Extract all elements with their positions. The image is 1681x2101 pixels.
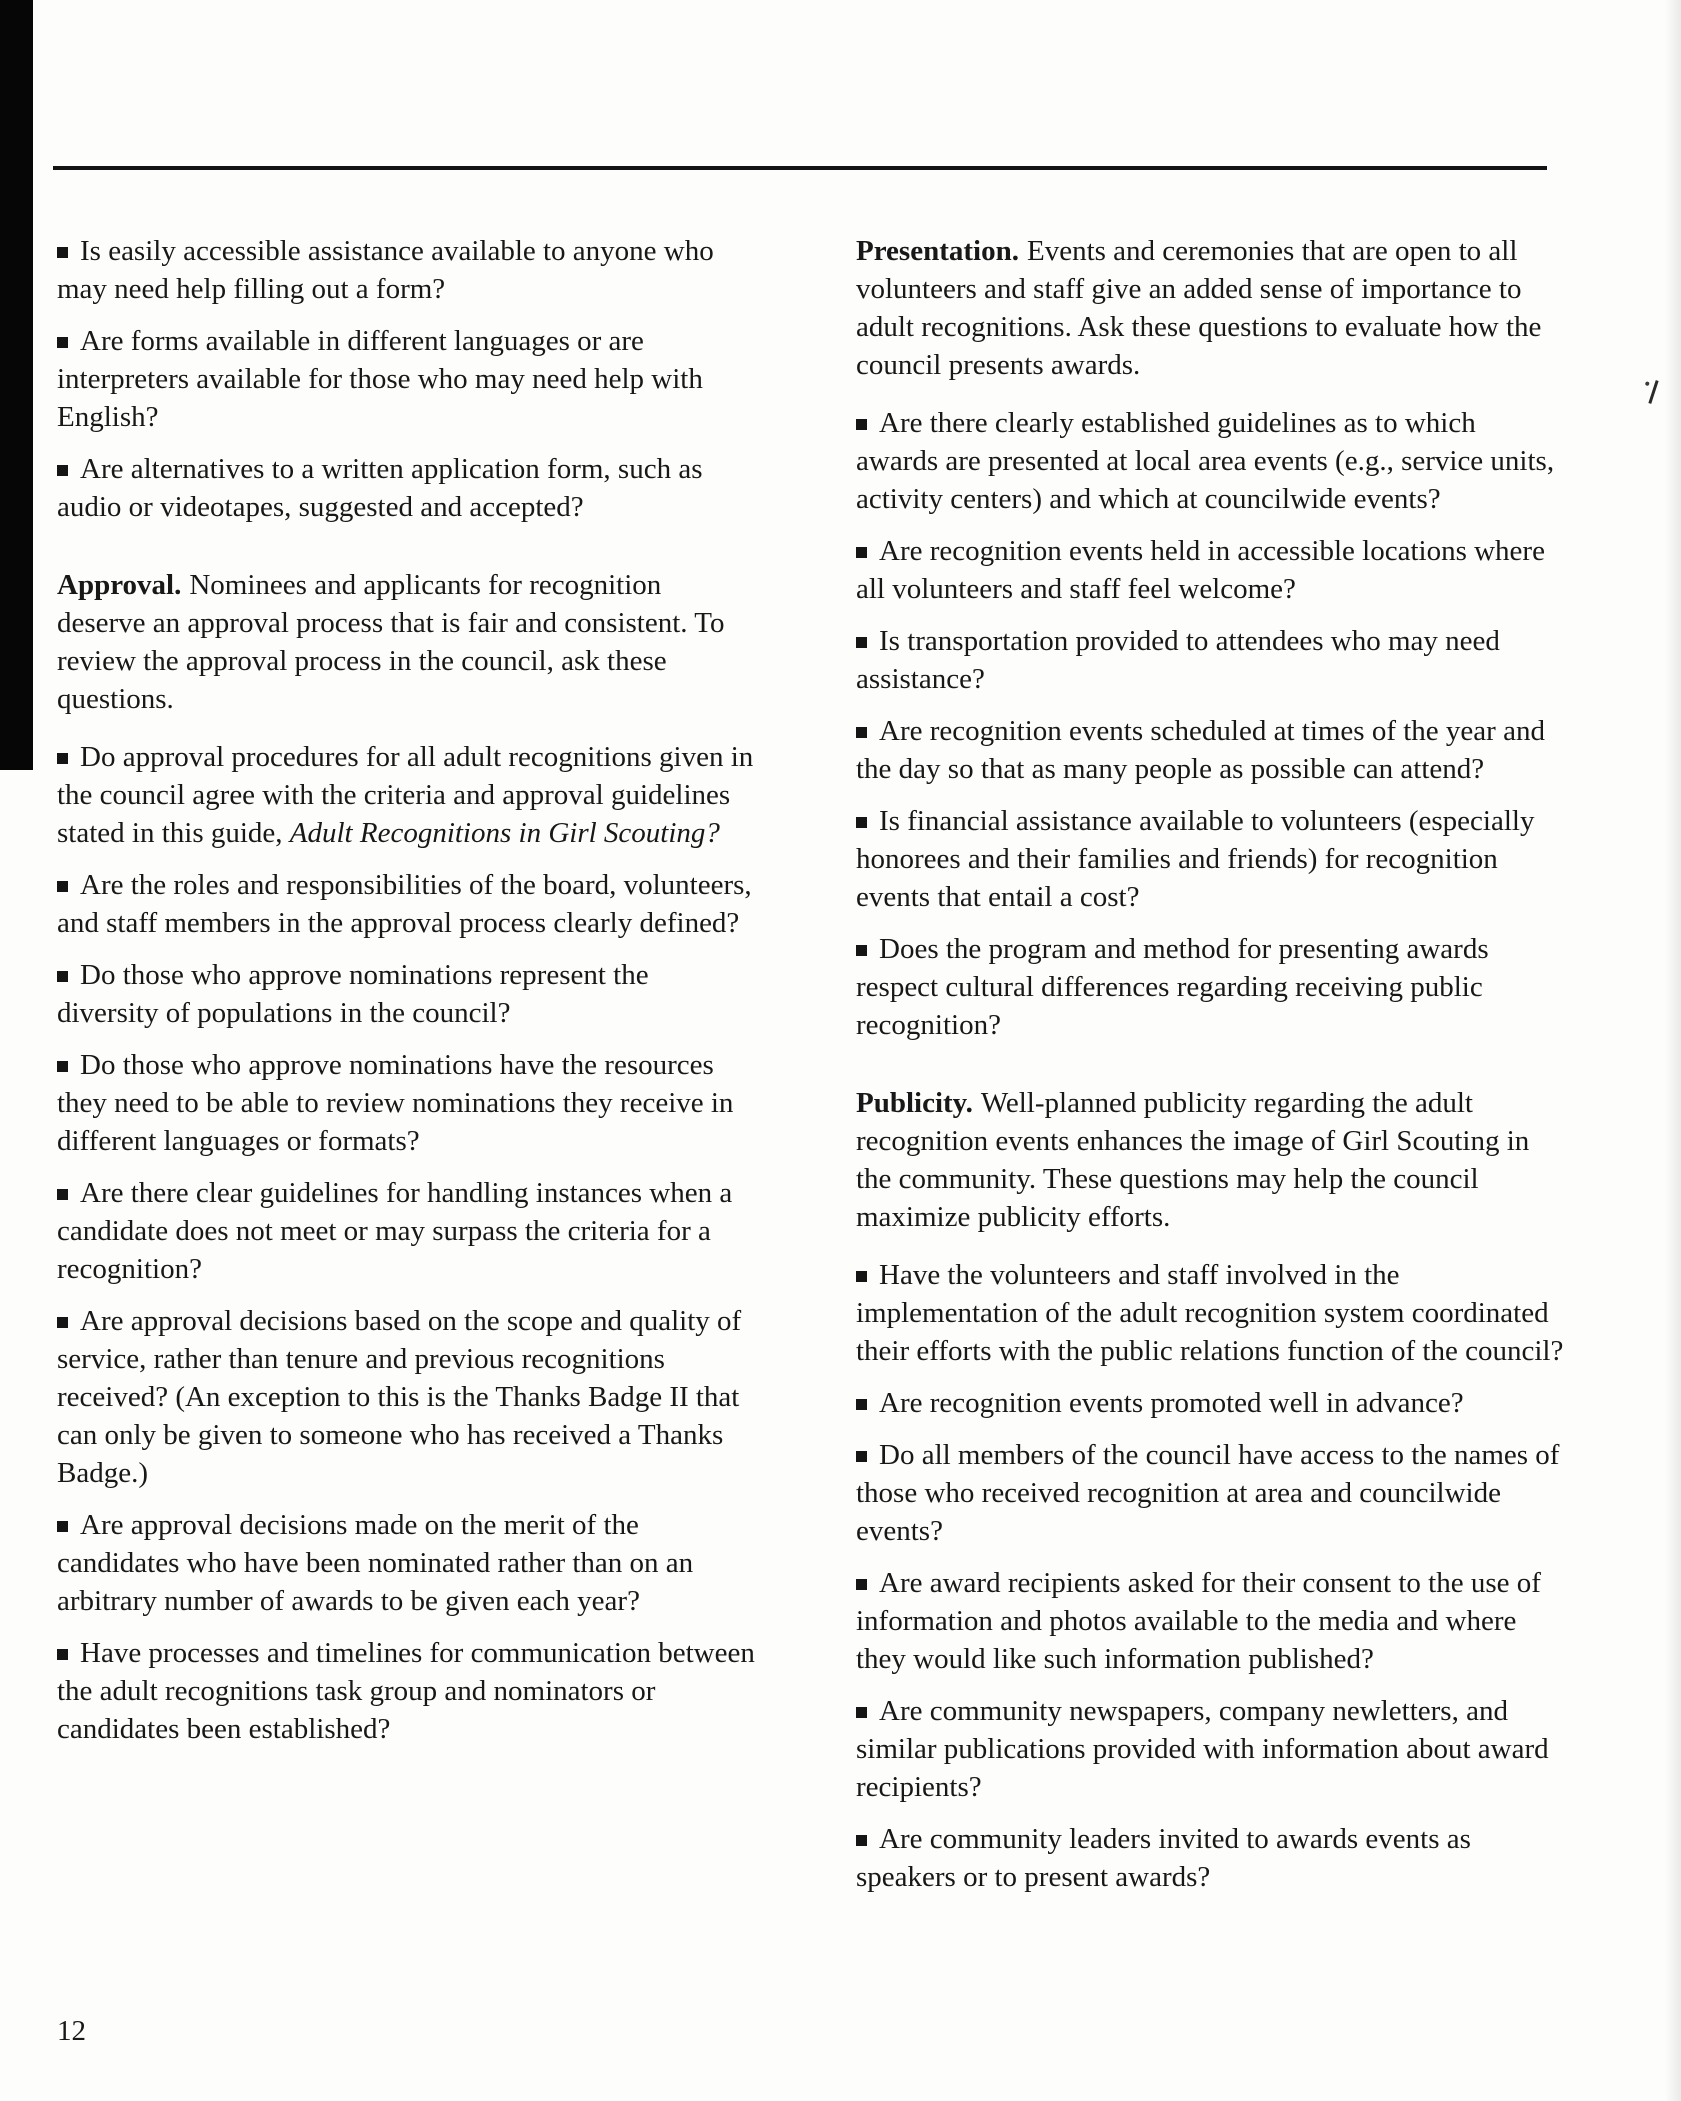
section-intro-text: Events and ceremonies that are open to all volunteers and staff give an added sense of importance to adult recognitions. Ask these questions to evaluate how the council presents awards. xyxy=(856,235,1542,381)
bullet-square-icon xyxy=(57,247,68,258)
bullet-text: Is easily accessible assistance available to anyone who may need help filling out a form? xyxy=(57,235,714,305)
bullet-item xyxy=(856,1436,1564,1550)
pen-mark-artifact xyxy=(1648,380,1658,404)
bullet-text: Are award recipients asked for their consent to the use of information and photos available to the media and where they would like such information published? xyxy=(856,1567,1541,1675)
bullet-item xyxy=(856,532,1564,608)
bullet-text: Do all members of the council have access to the names of those who received recognition at area and councilwide events? xyxy=(856,1439,1560,1547)
bullet-square-icon xyxy=(57,1521,68,1532)
bullet-square-icon xyxy=(856,945,867,956)
bullet-square-icon xyxy=(856,1579,867,1590)
bullet-square-icon xyxy=(57,337,68,348)
bullet-square-icon xyxy=(57,753,68,764)
bullet-text: Are there clearly established guidelines as to which awards are presented at local area events (e.g., service units, activity centers) and which at councilwide events? xyxy=(856,407,1555,515)
bullet-item xyxy=(856,1256,1564,1370)
bullet-text: Is financial assistance available to volunteers (especially honorees and their families and friends) for recognition events that entail a cost? xyxy=(856,805,1535,913)
bullet-item xyxy=(856,622,1564,698)
bullet-text-before-italic: Do approval procedures for all adult recognitions given in the council agree with the criteria and approval guidelines stated in this guide, xyxy=(57,741,754,849)
bullet-square-icon xyxy=(856,1835,867,1846)
bullet-item xyxy=(57,1506,757,1620)
bullet-text: Are recognition events promoted well in advance? xyxy=(879,1387,1464,1419)
bullet-item xyxy=(57,1046,757,1160)
bullet-item xyxy=(57,322,757,436)
approval-section-heading: Approval. xyxy=(57,569,182,601)
bullet-text: Do those who approve nominations have the resources they need to be able to review nominations they receive in different languages or formats? xyxy=(57,1049,734,1157)
bullet-item xyxy=(57,232,757,308)
bullet-text: Are recognition events held in accessible locations where all volunteers and staff feel welcome? xyxy=(856,535,1545,605)
top-rule xyxy=(53,166,1547,170)
bullet-item xyxy=(57,738,757,852)
bullet-item xyxy=(57,956,757,1032)
bullet-text: Have the volunteers and staff involved in the implementation of the adult recognition system coordinated their efforts with the public relations function of the council? xyxy=(856,1259,1564,1367)
bullet-item xyxy=(856,712,1564,788)
bullet-text: Are the roles and responsibilities of the board, volunteers, and staff members in the approval process clearly defined? xyxy=(57,869,752,939)
bullet-square-icon xyxy=(57,1061,68,1072)
bullet-item xyxy=(856,1564,1564,1678)
bullet-text xyxy=(57,741,753,849)
bullet-item xyxy=(856,1384,1564,1422)
bullet-item xyxy=(856,930,1564,1044)
bullet-square-icon xyxy=(856,419,867,430)
bullet-square-icon xyxy=(856,547,867,558)
bullet-text: Are recognition events scheduled at times of the year and the day so that as many people as possible can attend? xyxy=(856,715,1545,785)
bullet-item xyxy=(57,450,757,526)
bullet-square-icon xyxy=(856,1399,867,1410)
bullet-text: Are community newspapers, company newletters, and similar publications provided with information about award recipients? xyxy=(856,1695,1549,1803)
bullet-text: Do those who approve nominations represent the diversity of populations in the council? xyxy=(57,959,649,1029)
bullet-text: Are forms available in different languages or are interpreters available for those who may need help with English? xyxy=(57,325,703,433)
bullet-text: Are community leaders invited to awards events as speakers or to present awards? xyxy=(856,1823,1471,1893)
bullet-item xyxy=(57,1174,757,1288)
bullet-item xyxy=(57,1634,757,1748)
bullet-item xyxy=(856,1692,1564,1806)
publicity-section-paragraph xyxy=(856,1084,1564,1236)
scan-edge-shadow xyxy=(1665,0,1681,2101)
bullet-square-icon xyxy=(856,1271,867,1282)
bullet-text: Are alternatives to a written application form, such as audio or videotapes, suggested and accepted? xyxy=(57,453,703,523)
bullet-square-icon xyxy=(57,881,68,892)
section-intro-text: Well-planned publicity regarding the adult recognition events enhances the image of Girl Scouting in the community. These questions may help the council maximize publicity efforts. xyxy=(856,1087,1530,1233)
publicity-section-heading: Publicity. xyxy=(856,1087,973,1119)
bullet-text: Are there clear guidelines for handling instances when a candidate does not meet or may surpass the criteria for a recognition? xyxy=(57,1177,733,1285)
bullet-square-icon xyxy=(57,1317,68,1328)
bullet-item xyxy=(57,866,757,942)
bullet-square-icon xyxy=(57,1189,68,1200)
scan-artifact-bar xyxy=(0,0,33,770)
bullet-square-icon xyxy=(856,727,867,738)
bullet-text: Is transportation provided to attendees who may need assistance? xyxy=(856,625,1500,695)
left-column xyxy=(57,232,757,1762)
bullet-square-icon xyxy=(57,1649,68,1660)
bullet-text: Have processes and timelines for communication between the adult recognitions task group and nominators or candidates been established? xyxy=(57,1637,755,1745)
bullet-text: Are approval decisions made on the merit of the candidates who have been nominated rather than on an arbitrary number of awards to be given each year? xyxy=(57,1509,694,1617)
approval-section-paragraph xyxy=(57,566,757,718)
bullet-square-icon xyxy=(856,1707,867,1718)
book-title-italic: Adult Recognitions in Girl Scouting? xyxy=(289,817,720,849)
bullet-text: Are approval decisions based on the scope and quality of service, rather than tenure and previous recognitions received? (An exception to this is the Thanks Badge II that can only be given to someone who has received a Thanks Badge.) xyxy=(57,1305,742,1489)
bullet-square-icon xyxy=(57,971,68,982)
bullet-item xyxy=(856,404,1564,518)
bullet-square-icon xyxy=(856,637,867,648)
bullet-text: Does the program and method for presenting awards respect cultural differences regarding receiving public recognition? xyxy=(856,933,1489,1041)
section-intro-text: Nominees and applicants for recognition deserve an approval process that is fair and consistent. To review the approval process in the council, ask these questions. xyxy=(57,569,725,715)
presentation-section-heading: Presentation. xyxy=(856,235,1019,267)
bullet-item xyxy=(856,802,1564,916)
bullet-square-icon xyxy=(856,817,867,828)
presentation-section-paragraph xyxy=(856,232,1564,384)
page-number: 12 xyxy=(57,2015,86,2047)
right-column xyxy=(856,232,1564,1910)
bullet-square-icon xyxy=(57,465,68,476)
bullet-item xyxy=(856,1820,1564,1896)
bullet-square-icon xyxy=(856,1451,867,1462)
bullet-item xyxy=(57,1302,757,1492)
